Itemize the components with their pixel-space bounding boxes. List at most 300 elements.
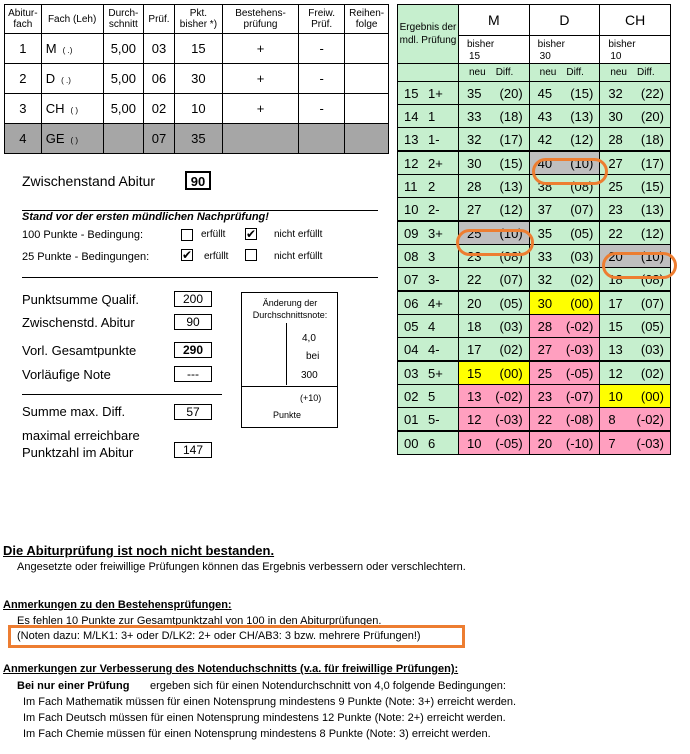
- diff-value: (17): [640, 155, 664, 171]
- value-cell: [529, 291, 600, 315]
- vorl-note-label: Vorläufige Note: [22, 367, 111, 382]
- row-fach: [41, 34, 103, 64]
- neu-value: 25: [608, 178, 623, 194]
- header-freiw-pruef: Freiw. Prüf.: [299, 5, 345, 34]
- bisher-label: bisher: [467, 39, 495, 50]
- neu-value: 13: [467, 388, 482, 404]
- neu-value: 35: [467, 85, 482, 101]
- value-cell: [459, 128, 530, 152]
- diff-value: (-05): [495, 435, 523, 451]
- row-fach: [41, 94, 103, 124]
- neu-value: 22: [467, 271, 482, 287]
- neu-diff-d: [529, 64, 600, 82]
- neu-value: 27: [467, 201, 482, 217]
- level-note: 4+: [428, 295, 443, 311]
- diff-value: (03): [499, 318, 523, 334]
- diff-value: (-10): [565, 435, 594, 451]
- max-punktzahl-value: 147: [174, 442, 212, 458]
- rule-100-erfuellt-checkbox: [181, 229, 193, 241]
- diff-value: (-03): [636, 435, 664, 451]
- row-durchschnitt: 5,00: [103, 34, 144, 64]
- neu-label: neu: [610, 67, 627, 78]
- diff-value: (20): [499, 85, 523, 101]
- level-note: 2: [428, 178, 436, 194]
- neu-value: 30: [537, 295, 553, 311]
- value-cell: [459, 338, 530, 362]
- diff-value: (20): [640, 108, 664, 124]
- diff-value: (13): [499, 178, 523, 194]
- neu-value: 18: [467, 318, 482, 334]
- neu-value: 20: [467, 295, 482, 311]
- row-pkt-bisher: 15: [174, 34, 222, 64]
- row-pruef: 06: [144, 64, 175, 94]
- diff-value: (22): [640, 85, 664, 101]
- anm1-line-1: Es fehlen 10 Punkte zur Gesamtpunktzahl von 100 in den Abiturprüfungen.: [17, 615, 382, 627]
- diff-value: (13): [640, 201, 664, 217]
- gesamtpunkte-value: 290: [174, 342, 212, 358]
- bisher-value: 30: [539, 51, 551, 62]
- level-note: 2-: [428, 201, 440, 217]
- value-cell: [600, 385, 671, 408]
- diff-value: (00): [570, 295, 594, 311]
- subject-m: M: [459, 5, 530, 36]
- neu-value: 28: [467, 178, 482, 194]
- pruefung-row: [398, 431, 671, 455]
- diff-value: (18): [640, 131, 664, 147]
- bisher-value: 15: [469, 51, 481, 62]
- neu-value: 43: [537, 108, 553, 124]
- value-cell: [459, 431, 530, 455]
- value-cell: [459, 198, 530, 222]
- value-cell: [600, 291, 671, 315]
- level-note: 5: [428, 388, 436, 404]
- bisher-label: bisher: [537, 39, 565, 50]
- subjects-table: [4, 4, 389, 154]
- value-cell: [529, 198, 600, 222]
- level-points: 03: [404, 365, 419, 381]
- neu-value: 33: [467, 108, 482, 124]
- row-bestehenspruefung: +: [223, 94, 299, 124]
- vorl-note-value: ---: [174, 366, 212, 382]
- neu-value: 7: [608, 435, 616, 451]
- anm2-lead-bold: Bei nur einer Prüfung: [17, 680, 130, 692]
- diff-value: (12): [499, 201, 523, 217]
- header-fach: Fach (Leh): [41, 5, 103, 34]
- diff-value: (15): [640, 178, 664, 194]
- value-cell: [600, 105, 671, 128]
- diff-value: (12): [640, 225, 664, 241]
- diff-value: (02): [640, 365, 664, 381]
- row-reihenfolge: [345, 64, 389, 94]
- level-points: 15: [404, 85, 419, 101]
- value-cell: [529, 408, 600, 432]
- neu-value: 25: [537, 365, 553, 381]
- level-cell: [398, 175, 459, 198]
- value-cell: [529, 82, 600, 105]
- diff-label: Diff.: [495, 67, 514, 78]
- neu-value: 30: [608, 108, 623, 124]
- aenderung-value-5: Punkte: [273, 410, 302, 420]
- value-cell: [459, 291, 530, 315]
- header-pruef: Prüf.: [144, 5, 175, 34]
- value-cell: [529, 338, 600, 362]
- row-nr: 4: [5, 124, 42, 154]
- level-points: 13: [404, 131, 419, 147]
- diff-value: (-03): [565, 341, 594, 357]
- header-durchschnitt: Durch-schnitt: [103, 5, 144, 34]
- level-cell: [398, 291, 459, 315]
- rule-100-nicht-erfuellt-label: nicht erfüllt: [274, 229, 323, 240]
- row-nr: 2: [5, 64, 42, 94]
- fach-name: GE: [45, 131, 65, 146]
- aenderung-vline: [286, 323, 287, 385]
- bisher-ch: [600, 36, 671, 64]
- level-cell: [398, 431, 459, 455]
- punktsumme-value: 200: [174, 291, 212, 307]
- level-points: 09: [404, 225, 419, 241]
- bisher-d: [529, 36, 600, 64]
- row-bestehenspruefung: [223, 124, 299, 154]
- neu-value: 40: [537, 155, 553, 171]
- rule-25-nicht-erfuellt-checkbox: [245, 249, 257, 261]
- level-points: 02: [404, 388, 419, 404]
- pruefung-row: [398, 105, 671, 128]
- diff-value: (08): [570, 178, 594, 194]
- value-cell: [600, 151, 671, 175]
- level-note: 1-: [428, 131, 440, 147]
- level-note: 3: [428, 248, 436, 264]
- highlight-d-2plus: [532, 155, 608, 185]
- row-fach: [41, 124, 103, 154]
- neu-value: 15: [467, 365, 482, 381]
- value-cell: [600, 315, 671, 338]
- diff-value: (10): [570, 155, 594, 171]
- result-line: Angesetzte oder freiwillige Prüfungen können das Ergebnis verbessern oder verschlechtern.: [17, 561, 466, 573]
- rule-25-erfuellt-label: erfüllt: [204, 251, 229, 262]
- level-cell: [398, 408, 459, 432]
- subject-ch: CH: [600, 5, 671, 36]
- neu-label: neu: [539, 67, 557, 78]
- value-cell: [600, 361, 671, 385]
- row-durchschnitt: [103, 124, 144, 154]
- neu-value: 15: [608, 318, 623, 334]
- row-pkt-bisher: 35: [174, 124, 222, 154]
- aenderung-value-3: 300: [301, 370, 318, 381]
- diff-label: Diff.: [637, 67, 655, 78]
- pruefung-row: [398, 291, 671, 315]
- value-cell: [459, 315, 530, 338]
- level-note: 4: [428, 318, 436, 334]
- diff-value: (05): [570, 225, 594, 241]
- level-cell: [398, 385, 459, 408]
- row-nr: 1: [5, 34, 42, 64]
- level-cell: [398, 151, 459, 175]
- value-cell: [529, 268, 600, 292]
- diff-value: (03): [640, 341, 664, 357]
- neu-value: 17: [608, 295, 623, 311]
- diff-label: Diff.: [566, 67, 584, 78]
- header-bestehenspruefung: Bestehens-prüfung: [223, 5, 299, 34]
- diff-value: (05): [499, 295, 523, 311]
- value-cell: [529, 431, 600, 455]
- neu-value: 23: [467, 248, 482, 264]
- neu-value: 32: [467, 131, 482, 147]
- level-note: 1: [428, 108, 436, 124]
- row-reihenfolge: [345, 94, 389, 124]
- header-abiturfach: Abitur-fach: [5, 5, 42, 34]
- rule-100-nicht-erfuellt-checkbox: ✔: [246, 227, 257, 241]
- level-note: 4-: [428, 341, 440, 357]
- bisher-label: bisher: [608, 39, 636, 50]
- neu-diff-blank: [398, 64, 459, 82]
- pruefung-row: [398, 338, 671, 362]
- level-note: 3-: [428, 271, 440, 287]
- fach-lehrer: ( ): [70, 136, 79, 145]
- level-points: 07: [404, 271, 419, 287]
- neu-value: 30: [467, 155, 482, 171]
- neu-value: 23: [537, 388, 553, 404]
- rule-25-nicht-erfuellt-label: nicht erfüllt: [274, 251, 323, 262]
- level-cell: [398, 361, 459, 385]
- diff-value: (-05): [565, 365, 594, 381]
- value-cell: [600, 198, 671, 222]
- aenderung-hline: [242, 386, 338, 387]
- anm2-lead-rest: ergeben sich für einen Notendurchschnitt von 4,0 folgende Bedingungen:: [150, 680, 506, 692]
- anm2-line-1: Im Fach Mathematik müssen für einen Notensprung mindestens 9 Punkte (Note: 3+) erreicht werden.: [23, 696, 517, 708]
- neu-value: 22: [537, 411, 553, 427]
- level-points: 14: [404, 108, 419, 124]
- value-cell: [529, 245, 600, 268]
- fach-name: CH: [45, 101, 65, 116]
- neu-value: 33: [537, 248, 553, 264]
- diff-value: (02): [570, 271, 594, 287]
- level-points: 05: [404, 318, 419, 334]
- level-cell: [398, 82, 459, 105]
- pruefung-row: [398, 408, 671, 432]
- neu-value: 28: [608, 131, 623, 147]
- row-freiw-pruef: -: [299, 64, 345, 94]
- level-points: 00: [404, 435, 419, 451]
- bisher-m: [459, 36, 530, 64]
- level-note: 3+: [428, 225, 443, 241]
- pruefung-row: [398, 221, 671, 245]
- neu-value: 18: [608, 271, 623, 287]
- diff-value: (-02): [495, 388, 523, 404]
- neu-diff-ch: [600, 64, 671, 82]
- fach-lehrer: ( .): [61, 76, 71, 85]
- diff-value: (08): [499, 248, 523, 264]
- level-cell: [398, 128, 459, 152]
- value-cell: [529, 385, 600, 408]
- level-cell: [398, 338, 459, 362]
- row-pkt-bisher: 30: [174, 64, 222, 94]
- value-cell: [600, 175, 671, 198]
- level-note: 5+: [428, 365, 443, 381]
- level-points: 11: [404, 178, 418, 194]
- diff-value: (07): [499, 271, 523, 287]
- anm2-line-2: Im Fach Deutsch müssen für einen Notensprung mindestens 12 Punkte (Note: 2+) erreicht werden.: [23, 712, 506, 724]
- aenderung-value-2: bei: [306, 351, 320, 362]
- value-cell: [459, 408, 530, 432]
- row-freiw-pruef: -: [299, 94, 345, 124]
- level-cell: [398, 268, 459, 292]
- value-cell: [459, 105, 530, 128]
- level-note: 5-: [428, 411, 440, 427]
- diff-value: (-03): [495, 411, 523, 427]
- subject-row: [5, 124, 389, 154]
- diff-value: (07): [570, 201, 594, 217]
- level-points: 06: [404, 295, 419, 311]
- pruefung-row: [398, 82, 671, 105]
- value-cell: [459, 385, 530, 408]
- neu-value: 28: [537, 318, 553, 334]
- row-reihenfolge: [345, 34, 389, 64]
- row-pruef: 02: [144, 94, 175, 124]
- value-cell: [459, 175, 530, 198]
- fach-name: D: [45, 71, 56, 86]
- fach-name: M: [45, 41, 57, 56]
- value-cell: [600, 221, 671, 245]
- neu-value: 25: [467, 225, 482, 241]
- diff-value: (-08): [565, 411, 594, 427]
- anm2-line-3: Im Fach Chemie müssen für einen Notensprung mindestens 8 Punkte (Note: 3) erreicht werden.: [23, 728, 491, 740]
- rule-100-erfuellt-label: erfüllt: [201, 229, 226, 240]
- neu-value: 42: [537, 131, 553, 147]
- highlight-ch-3: [602, 252, 677, 279]
- level-cell: [398, 245, 459, 268]
- neu-value: 37: [537, 201, 553, 217]
- neu-value: 12: [467, 411, 482, 427]
- diff-value: (10): [499, 225, 523, 241]
- row-freiw-pruef: -: [299, 34, 345, 64]
- row-bestehenspruefung: +: [223, 64, 299, 94]
- value-cell: [600, 338, 671, 362]
- neu-value: 32: [608, 85, 623, 101]
- value-cell: [459, 268, 530, 292]
- diff-value: (-07): [565, 388, 594, 404]
- neu-diff-m: [459, 64, 530, 82]
- aenderung-value-1: 4,0: [302, 333, 316, 344]
- neu-value: 8: [608, 411, 616, 427]
- row-fach: [41, 64, 103, 94]
- subject-row: [5, 64, 389, 94]
- neu-value: 27: [537, 341, 553, 357]
- diff-value: (07): [640, 295, 664, 311]
- value-cell: [529, 128, 600, 152]
- aenderung-title-1: Änderung der: [262, 298, 318, 308]
- value-cell: [600, 431, 671, 455]
- subject-d: D: [529, 5, 600, 36]
- row-freiw-pruef: [299, 124, 345, 154]
- max-punktzahl-label-2: Punktzahl im Abitur: [22, 445, 134, 460]
- header-reihenfolge: Reihen-folge: [345, 5, 389, 34]
- value-cell: [600, 82, 671, 105]
- max-punktzahl-label-1: maximal erreichbare: [22, 428, 140, 443]
- value-cell: [459, 151, 530, 175]
- value-cell: [529, 315, 600, 338]
- pruefung-row: [398, 315, 671, 338]
- neu-value: 22: [608, 225, 623, 241]
- pruefung-row: [398, 385, 671, 408]
- fach-lehrer: ( .): [62, 46, 73, 55]
- diff-value: (13): [570, 108, 594, 124]
- diff-value: (-02): [636, 411, 664, 427]
- diff-value: (17): [499, 131, 523, 147]
- value-cell: [529, 361, 600, 385]
- neu-diff-row: [398, 64, 671, 82]
- diff-value: (08): [640, 271, 664, 287]
- level-cell: [398, 198, 459, 222]
- zwischenstd-label: Zwischenstd. Abitur: [22, 315, 135, 330]
- value-cell: [600, 128, 671, 152]
- neu-value: 35: [537, 225, 553, 241]
- fach-lehrer: ( ): [70, 106, 79, 115]
- diff-value: (05): [640, 318, 664, 334]
- neu-value: 13: [608, 341, 623, 357]
- header-pkt-bisher: Pkt. bisher *): [174, 5, 222, 34]
- neu-value: 10: [467, 435, 482, 451]
- subjects-header-row: [5, 5, 389, 34]
- neu-value: 23: [608, 201, 623, 217]
- diff-value: (02): [499, 341, 523, 357]
- neu-value: 32: [537, 271, 553, 287]
- level-cell: [398, 221, 459, 245]
- neu-value: 10: [608, 388, 623, 404]
- level-note: 6: [428, 435, 436, 451]
- diff-value: (00): [640, 388, 664, 404]
- value-cell: [459, 82, 530, 105]
- row-reihenfolge: [345, 124, 389, 154]
- diff-value: (15): [499, 155, 523, 171]
- gesamtpunkte-label: Vorl. Gesamtpunkte: [22, 343, 137, 358]
- level-points: 12: [404, 155, 419, 171]
- diff-value: (10): [640, 248, 664, 264]
- rule-100-label: 100 Punkte - Bedingung:: [22, 229, 144, 241]
- level-points: 08: [404, 248, 419, 264]
- aenderung-value-4: (+10): [300, 393, 322, 403]
- level-points: 10: [404, 201, 419, 217]
- row-durchschnitt: 5,00: [103, 94, 144, 124]
- value-cell: [459, 361, 530, 385]
- neu-value: 20: [537, 435, 553, 451]
- level-note: 2+: [428, 155, 443, 171]
- zwischenstand-value: 90: [185, 171, 211, 190]
- row-bestehenspruefung: +: [223, 34, 299, 64]
- neu-value: 17: [467, 341, 482, 357]
- level-note: 1+: [428, 85, 443, 101]
- diff-value: (03): [570, 248, 594, 264]
- level-points: 04: [404, 341, 419, 357]
- rule-25-label: 25 Punkte - Bedingungen:: [22, 251, 150, 263]
- neu-label: neu: [469, 67, 486, 78]
- pruefung-row: [398, 361, 671, 385]
- neu-value: 38: [537, 178, 553, 194]
- diff-value: (00): [499, 365, 523, 381]
- diff-value: (15): [570, 85, 594, 101]
- pruefung-row: [398, 128, 671, 152]
- summe-max-diff-value: 57: [174, 404, 212, 420]
- ergebnis-header: Ergebnis der mdl. Prüfung: [398, 5, 459, 64]
- row-durchschnitt: 5,00: [103, 64, 144, 94]
- row-pruef: 03: [144, 34, 175, 64]
- rule-25-erfuellt-checkbox: ✔: [182, 248, 193, 262]
- aenderung-box: [241, 292, 338, 428]
- neu-value: 45: [537, 85, 553, 101]
- subject-row: [5, 94, 389, 124]
- stand-title: Stand vor der ersten mündlichen Nachprüfung!: [22, 211, 269, 223]
- summe-max-diff-label: Summe max. Diff.: [22, 404, 126, 419]
- neu-value: 27: [608, 155, 623, 171]
